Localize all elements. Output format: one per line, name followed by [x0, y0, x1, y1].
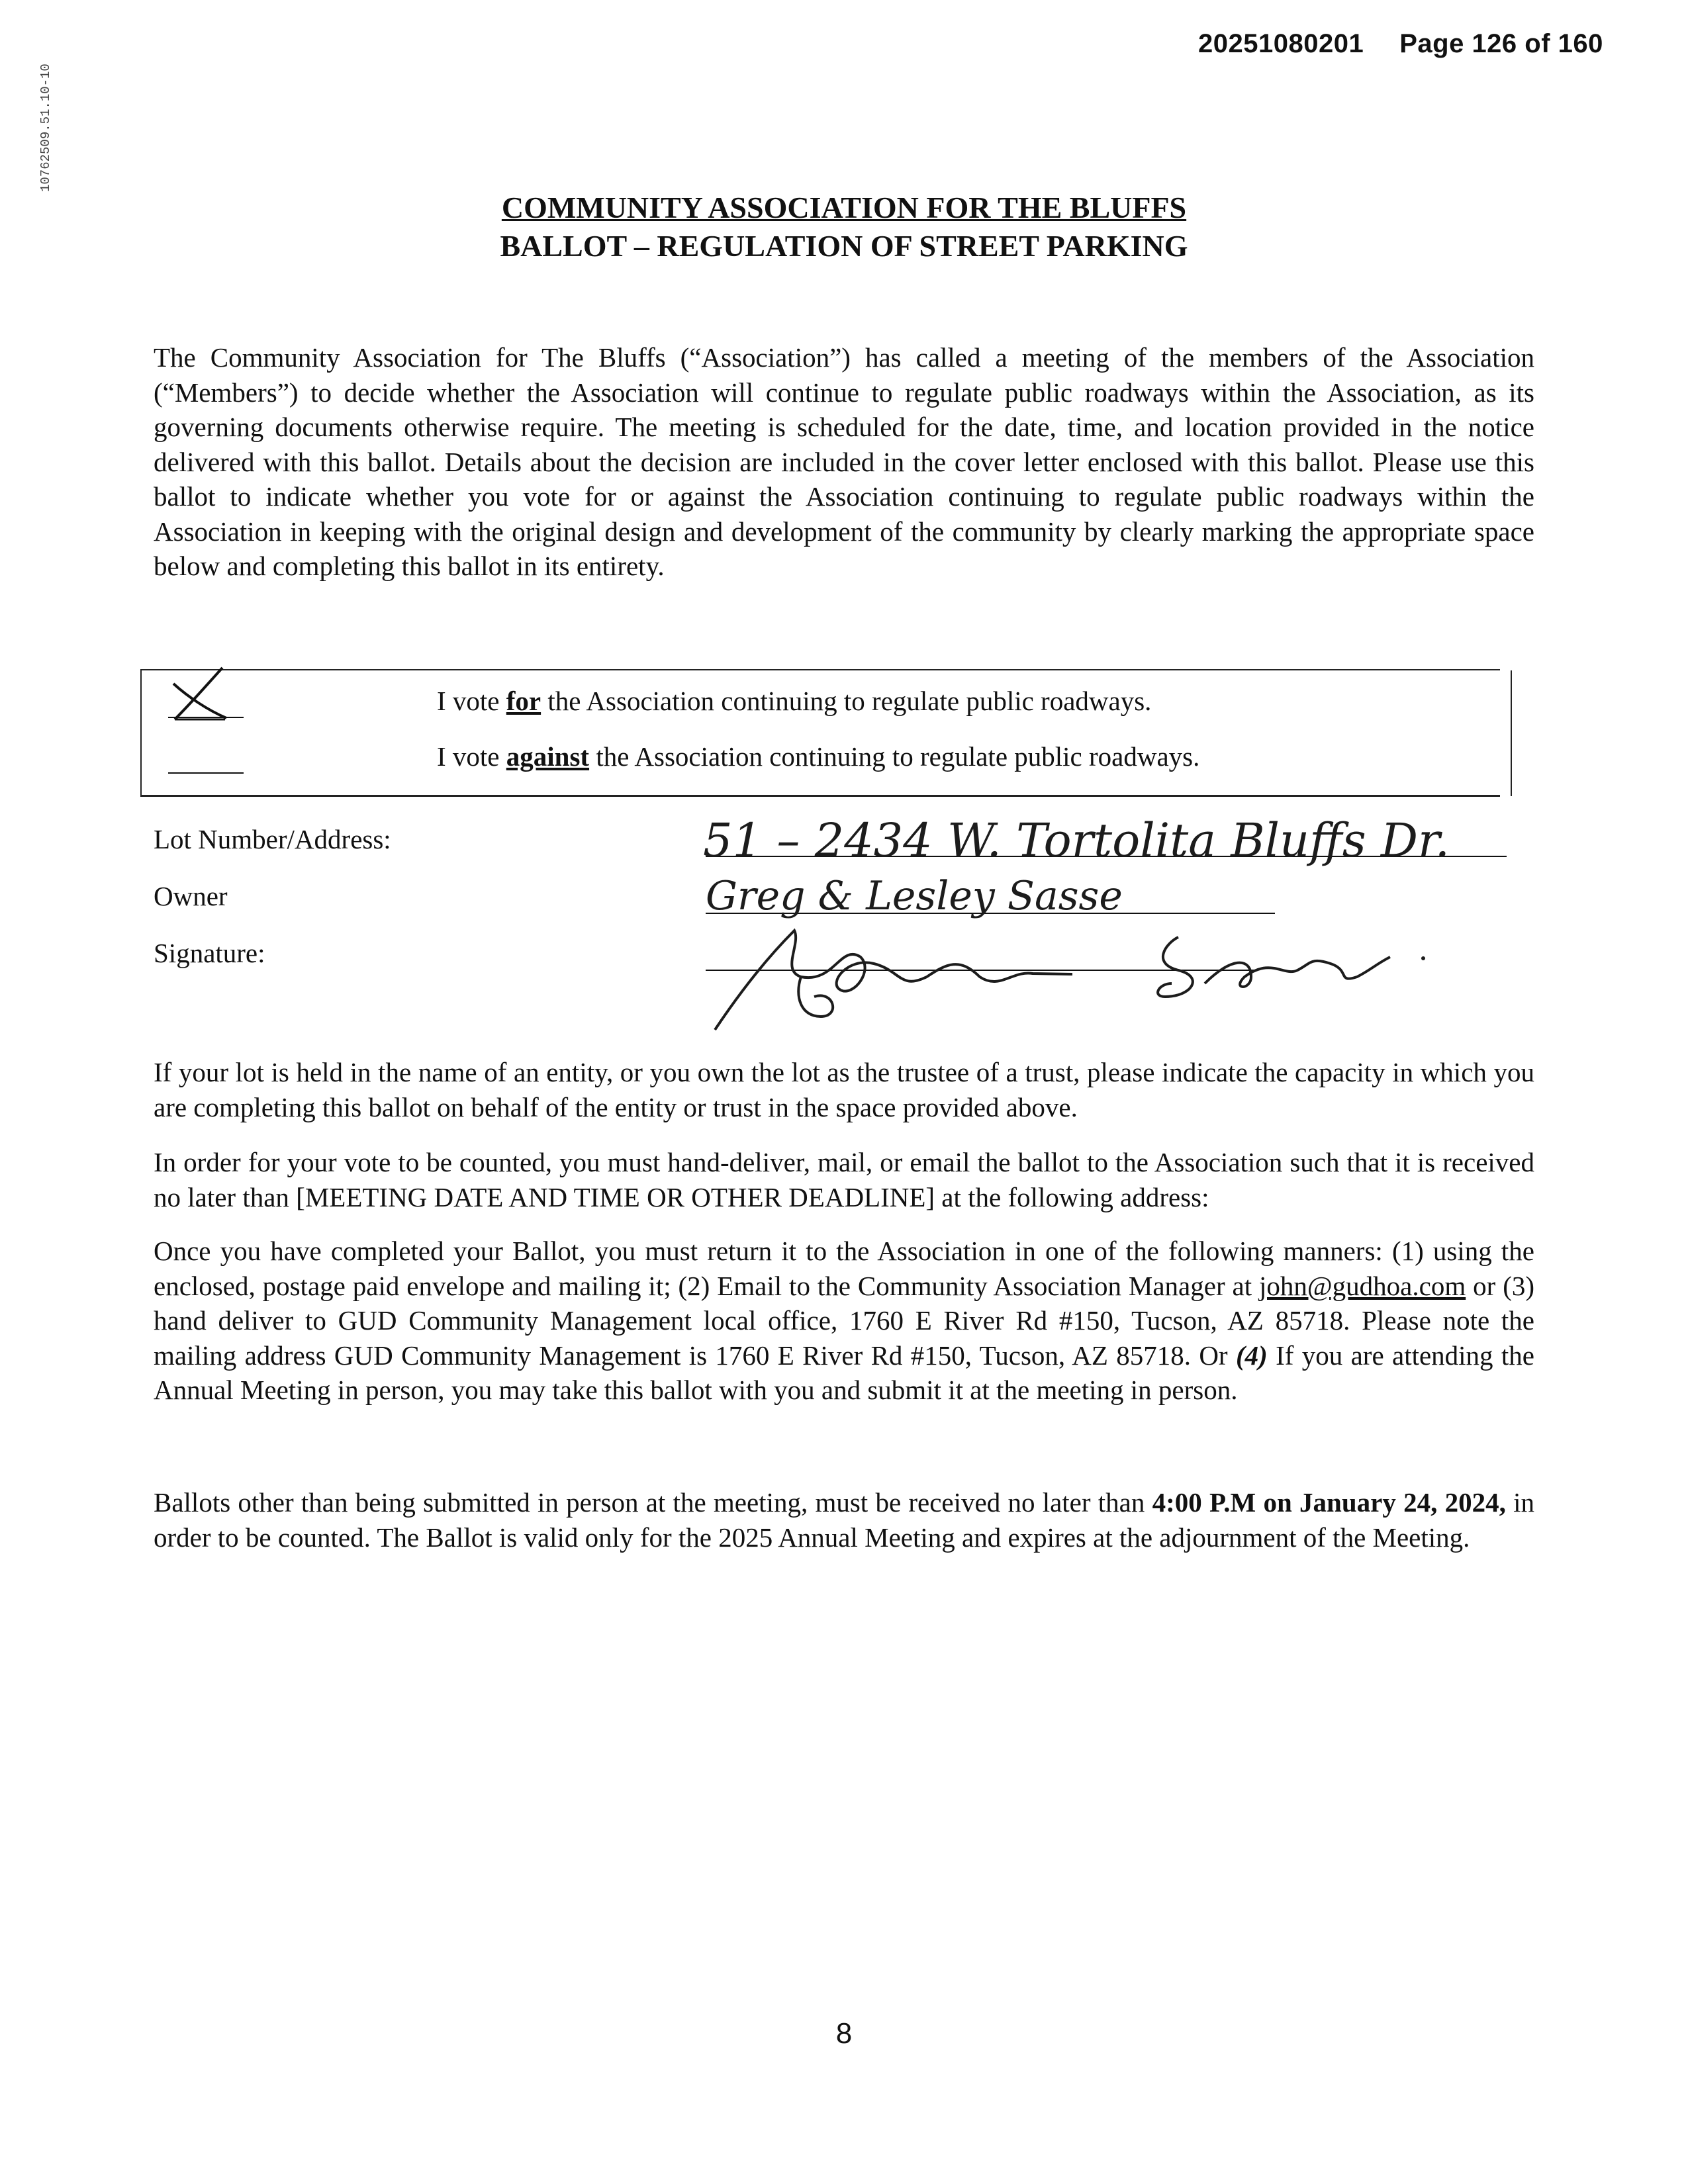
handwritten-signatures [702, 917, 1470, 1036]
document-title: COMMUNITY ASSOCIATION FOR THE BLUFFS [501, 191, 1187, 224]
handwritten-owner-name [702, 872, 1297, 919]
vote-against-option: I vote against the Association continuing to regulate public roadways. [437, 741, 1200, 772]
return-instructions: Once you have completed your Ballot, you must return it to the Association in one of the following manners: (1) using the enclosed, postage paid envelope and mailing it; (2) Email to the Community Association Manager at john@gudhoa.com or (3) hand deliver to GUD Community Management local office, 1760 E River Rd #150, Tucson, AZ 85718. Please note the mailing address GUD Community Management is 1760 E River Rd #150, Tucson, AZ 85718. Or (4) If you are attending the Annual Meeting in person, you may take this ballot with you and submit it at the meeting in person. [154, 1236, 1534, 1405]
vote-box-right-border [1511, 670, 1512, 796]
record-header [1198, 29, 1603, 59]
entity-note: If your lot is held in the name of an entity, or you own the lot as the trustee of a trust, please indicate the capacity in which you are completing this ballot on behalf of the entity or trust in the space provided above. [154, 1057, 1534, 1122]
vote-for-option: I vote for the Association continuing to regulate public roadways. [437, 686, 1152, 716]
signature-label: Signature: [154, 938, 265, 968]
vote-against-blank[interactable] [168, 772, 244, 774]
page-number: 8 [835, 2017, 853, 2050]
owner-label: Owner [154, 881, 228, 911]
svg-text:51 – 2434 W. Tortolita Bluff: 51 – 2434 W. Tortolita Bluffs Dr. [703, 813, 1450, 867]
handwritten-lot-address [702, 803, 1509, 867]
intro-paragraph: The Community Association for The Bluffs (“Association”) has called a meeting of the members of the Association (“Members”) to decide whether the Association will continue to regulate public roadways within the Association, as its governing documents otherwise require. The meeting is scheduled for the date, time, and location provided in the notice delivered with this ballot. Details about the decision are included in the cover letter enclosed with this ballot. Please use this ballot to indicate whether you vote for or against the Association continuing to regulate public roadways within the Association in keeping with the original design and development of the community by clearly marking the appropriate space below and completing this ballot in its entirety. [154, 342, 1534, 581]
deadline-time: 4:00 P.M on January 24, 2024, [1152, 1487, 1506, 1518]
side-tag: 10762509.51.10-10 [38, 64, 53, 192]
deadline-paragraph: Ballots other than being submitted in person at the meeting, must be received no later than 4:00 P.M on January 24, 2024, in order to be counted. The Ballot is valid only for the 2025 Annual Meeting and expires at the adjournment of the Meeting. [154, 1487, 1534, 1553]
record-number: 20251080201 [1198, 29, 1364, 58]
page-label: Page 126 of 160 [1399, 29, 1603, 58]
svg-text:Greg & Lesley Sasse: Greg & Lesley Sasse [706, 873, 1123, 919]
manager-email-link[interactable]: john@gudhoa.com [1259, 1270, 1466, 1301]
vote-for-x-mark [162, 664, 241, 721]
vote-box [140, 669, 1500, 797]
lot-address-label: Lot Number/Address: [154, 824, 391, 854]
document-subtitle: BALLOT – REGULATION OF STREET PARKING [500, 229, 1188, 263]
delivery-note: In order for your vote to be counted, you must hand-deliver, mail, or email the ballot to the Association such that it is received no later than [MEETING DATE AND TIME OR OTHER DEADLINE] at the following address: [154, 1147, 1534, 1212]
